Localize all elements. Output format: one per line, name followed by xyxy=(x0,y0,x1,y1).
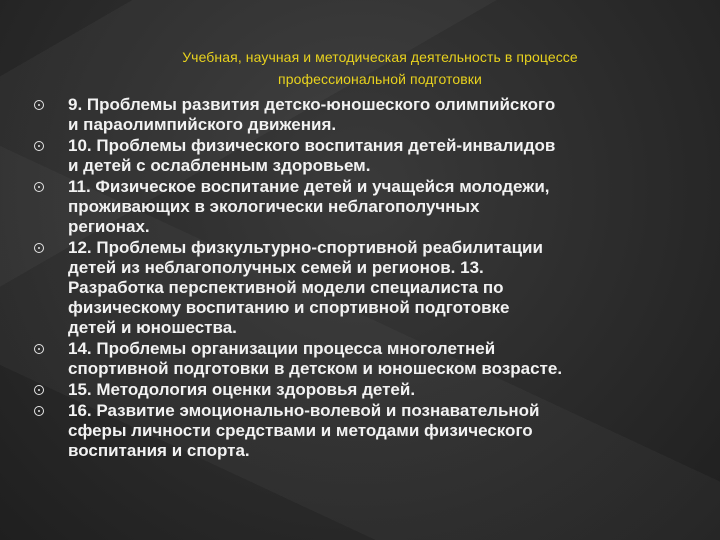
slide-title-line-2: профессиональной подготовки xyxy=(278,71,482,87)
list-item-text: 10. Проблемы физического воспитания детей-инвалидов и детей с ослабленным здоровьем. xyxy=(68,136,556,175)
list-item xyxy=(0,95,720,135)
list-item-text: 15. Методология оценки здоровья детей. xyxy=(68,380,416,399)
list-item xyxy=(0,177,720,237)
circled-dot-icon xyxy=(34,100,44,110)
list-item xyxy=(0,380,720,400)
slide-title-line-1: Учебная, научная и методическая деятельность в процессе xyxy=(182,49,578,65)
list-item-text: 14. Проблемы организации процесса многолетней спортивной подготовки в детском и юношеском возрасте. xyxy=(68,339,563,378)
list-item-text: 12. Проблемы физкультурно-спортивной реабилитации детей из неблагополучных семей и регионов. 13. Разработка перспективной модели специалиста по физическому воспитанию и спортивной подготовке детей и юношества. xyxy=(68,238,543,337)
circled-dot-icon xyxy=(34,344,44,354)
list-item xyxy=(0,339,720,379)
circled-dot-icon xyxy=(34,385,44,395)
circled-dot-icon xyxy=(34,141,44,151)
circled-dot-icon xyxy=(34,182,44,192)
list-item xyxy=(0,238,720,338)
list-item-text: 11. Физическое воспитание детей и учащейся молодежи, проживающих в экологически неблагополучных регионах. xyxy=(68,177,550,236)
topic-list xyxy=(0,95,720,462)
list-item xyxy=(0,401,720,461)
list-item-text: 16. Развитие эмоционально-волевой и познавательной сферы личности средствами и методами физического воспитания и спорта. xyxy=(68,401,540,460)
circled-dot-icon xyxy=(34,406,44,416)
slide-title xyxy=(100,46,660,90)
circled-dot-icon xyxy=(34,243,44,253)
list-item-text: 9. Проблемы развития детско-юношеского олимпийского и параолимпийского движения. xyxy=(68,95,556,134)
list-item xyxy=(0,136,720,176)
